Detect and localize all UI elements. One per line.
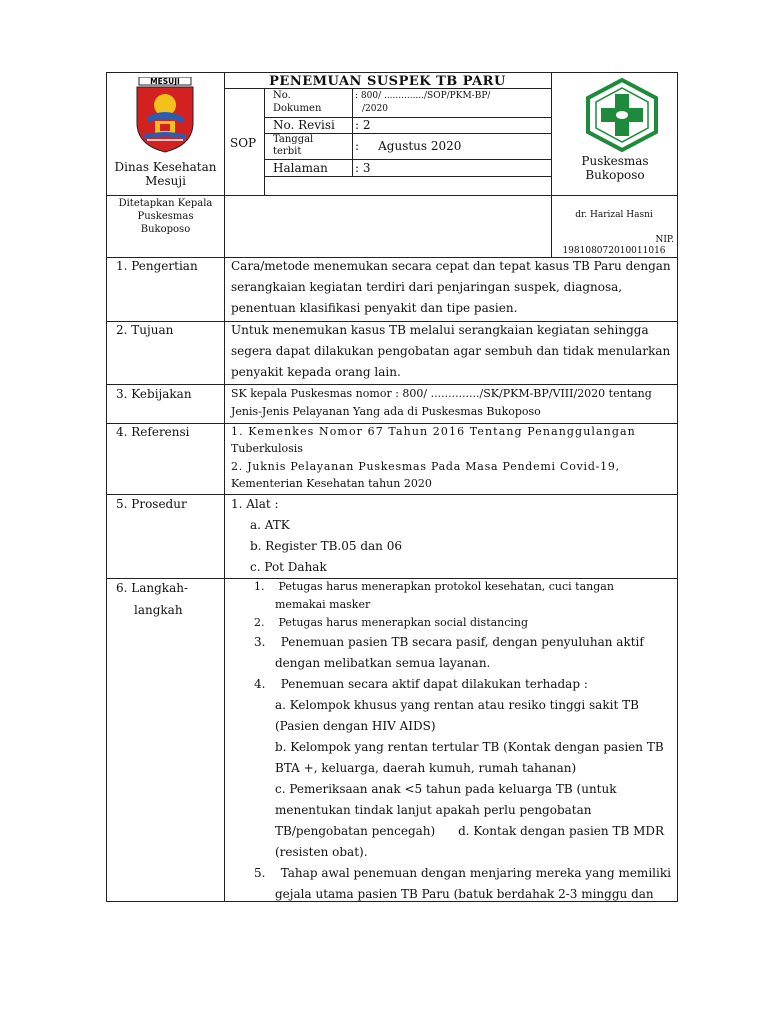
langkah-line: dengan melibatkan semua layanan. <box>275 656 491 670</box>
prosedur-line: 1. Alat : <box>231 497 279 511</box>
nip-label: NIP. <box>655 235 674 245</box>
langkah-line: (Pasien dengan HIV AIDS) <box>275 719 436 733</box>
pengertian-line: serangkaian kegiatan terdiri dari penjaringan suspek, diagnosa, <box>231 280 623 294</box>
approval-left-2: Puskesmas <box>137 211 194 222</box>
referensi-line: 1. Kemenkes Nomor 67 Tahun 2016 Tentang Penanggulangan <box>231 425 636 438</box>
pengertian-label: 1. Pengertian <box>116 259 198 273</box>
langkah-line: 5. Tahap awal penemuan dengan menjaring mereka yang memiliki <box>254 866 671 880</box>
pengertian-line: Cara/metode menemukan secara cepat dan tepat kasus TB Paru dengan <box>231 259 671 273</box>
referensi-line: Kementerian Kesehatan tahun 2020 <box>231 477 432 490</box>
field-no-dokumen-label-2: Dokumen <box>273 103 322 114</box>
referensi-line: Tuberkulosis <box>231 442 303 455</box>
prosedur-line: b. Register TB.05 dan 06 <box>250 539 402 553</box>
tujuan-line: segera dapat dilakukan pengobatan agar sembuh dan tidak menularkan <box>231 344 671 358</box>
langkah-label-2: langkah <box>134 603 183 617</box>
sop-label: SOP <box>230 136 257 150</box>
left-caption-2: Mesuji <box>145 174 186 188</box>
langkah-line: a. Kelompok khusus yang rentan atau resiko tinggi sakit TB <box>275 698 639 712</box>
pengertian-line: penentuan klasifikasi penyakit dan tipe pasien. <box>231 301 518 315</box>
langkah-line: 2. Petugas harus menerapkan social distancing <box>254 616 529 629</box>
field-tanggal-label-1: Tanggal <box>273 134 314 145</box>
prosedur-label: 5. Prosedur <box>116 497 187 511</box>
tujuan-line: penyakit kepada orang lain. <box>231 365 401 379</box>
prosedur-line: c. Pot Dahak <box>250 560 327 574</box>
kebijakan-line-1: SK kepala Puskesmas nomor : 800/ ............../SK/PKM-BP/VIII/2020 tentang <box>231 387 652 400</box>
langkah-line: gejala utama pasien TB Paru (batuk berdahak 2-3 minggu dan <box>275 887 654 901</box>
kebijakan-line-2: Jenis-Jenis Pelayanan Yang ada di Puskesmas Bukoposo <box>231 405 541 418</box>
kebijakan-label: 3. Kebijakan <box>116 387 192 401</box>
nip-value: 198108072010011016 <box>562 246 666 256</box>
langkah-line: menentukan tindak lanjut apakah perlu pengobatan <box>275 803 592 817</box>
field-no-revisi-label: No. Revisi <box>273 118 335 132</box>
mesuji-regency-logo <box>133 77 197 153</box>
approval-left-3: Bukoposo <box>140 224 191 235</box>
field-no-dokumen-label-1: No. <box>273 90 291 101</box>
langkah-line: TB/pengobatan pencegah) d. Kontak dengan pasien TB MDR <box>275 824 665 838</box>
puskesmas-logo <box>584 78 660 152</box>
referensi-label: 4. Referensi <box>116 425 190 439</box>
field-halaman-value: : 3 <box>355 161 371 175</box>
tujuan-line: Untuk menemukan kasus TB melalui serangkaian kegiatan sehingga <box>231 323 649 337</box>
approval-left-1: Ditetapkan Kepala <box>118 198 213 209</box>
left-caption-1: Dinas Kesehatan <box>114 160 217 174</box>
field-tanggal-value: : Agustus 2020 <box>355 139 462 153</box>
langkah-line: b. Kelompok yang rentan tertular TB (Kontak dengan pasien TB <box>275 740 664 754</box>
field-no-revisi-value: : 2 <box>355 118 371 132</box>
signer-name: dr. Harizal Hasni <box>575 210 653 220</box>
langkah-line: 4. Penemuan secara aktif dapat dilakukan terhadap : <box>254 677 588 691</box>
langkah-line: BTA +, keluarga, daerah kumuh, rumah tahanan) <box>275 761 577 775</box>
langkah-line: (resisten obat). <box>275 845 368 859</box>
right-caption-2: Bukoposo <box>585 168 645 182</box>
field-no-dokumen-value-2: /2020 <box>362 104 388 114</box>
langkah-line: memakai masker <box>275 598 371 611</box>
right-caption-1: Puskesmas <box>581 154 649 168</box>
langkah-label-1: 6. Langkah- <box>116 581 189 595</box>
prosedur-line: a. ATK <box>250 518 290 532</box>
langkah-line: 3. Penemuan pasien TB secara pasif, dengan penyuluhan aktif <box>254 635 644 649</box>
field-halaman-label: Halaman <box>273 161 328 175</box>
referensi-line: 2. Juknis Pelayanan Puskesmas Pada Masa Pendemi Covid-19, <box>231 460 620 473</box>
langkah-line: 1. Petugas harus menerapkan protokol kesehatan, cuci tangan <box>254 580 614 593</box>
tujuan-label: 2. Tujuan <box>116 323 174 337</box>
langkah-line: c. Pemeriksaan anak <5 tahun pada keluarga TB (untuk <box>275 782 617 796</box>
document-title: PENEMUAN SUSPEK TB PARU <box>269 74 506 89</box>
svg-text:MESUJI: MESUJI <box>150 77 180 86</box>
field-no-dokumen-value-1: : 800/ ............../SOP/PKM-BP/ <box>355 91 491 101</box>
field-tanggal-label-2: terbit <box>273 146 302 157</box>
